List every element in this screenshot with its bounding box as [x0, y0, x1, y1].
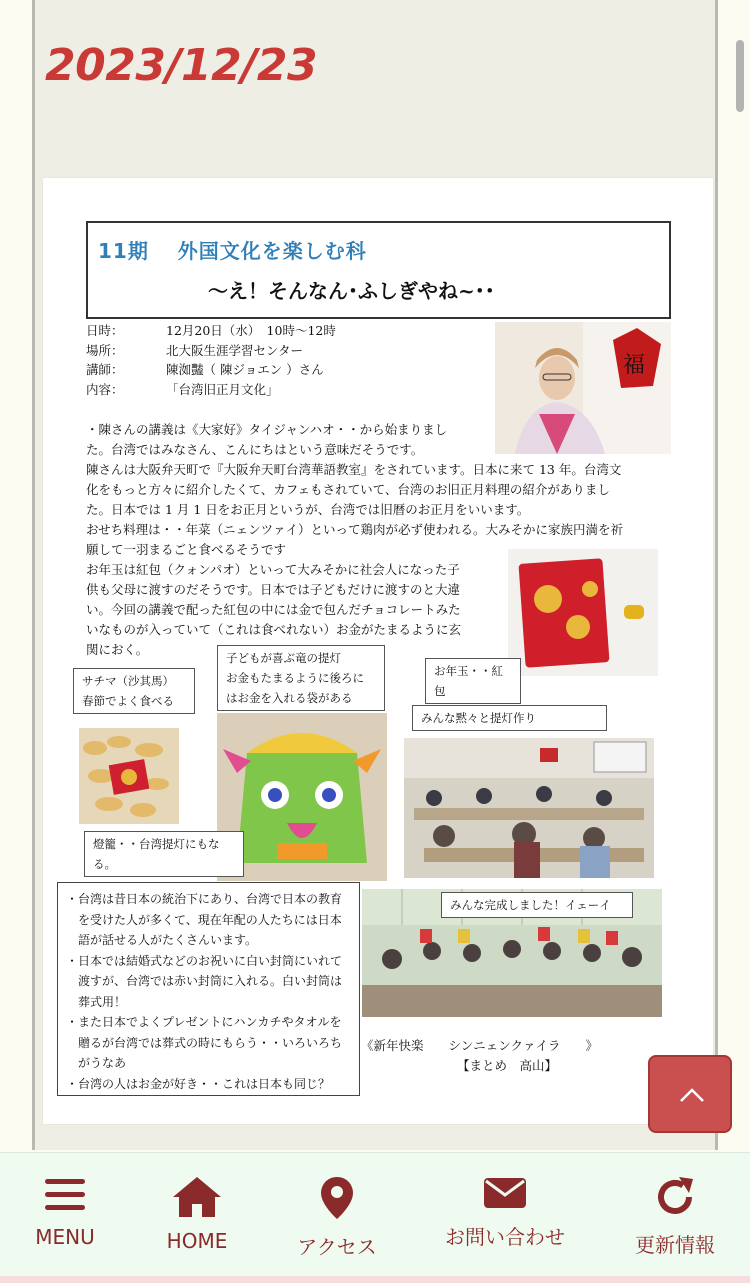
back-to-top-button[interactable] [648, 1055, 732, 1133]
svg-text:福: 福 [623, 353, 646, 378]
bottom-nav [0, 1152, 750, 1283]
nav-contact-label: お問い合わせ [445, 1225, 565, 1249]
home-icon [171, 1175, 223, 1219]
sachima-photo [79, 728, 179, 824]
flyer-title-course: 11期 外国文化を楽しむ科 [98, 239, 367, 263]
red-envelope-photo [508, 549, 658, 676]
caption-lantern: 子どもが喜ぶ竜の提灯 お金もたまるように後ろに はお金を入れる袋がある [217, 645, 385, 711]
nav-home[interactable] [132, 1175, 262, 1253]
info-row: 日時： 12月20日（水） 10時～12時 [86, 323, 336, 338]
info-row: 場所： 北大阪生涯学習センター [86, 342, 304, 358]
flyer-image [43, 178, 713, 1124]
refresh-icon [653, 1175, 697, 1219]
post-date: 2023/12/23 [45, 40, 318, 91]
chevron-up-icon [678, 1085, 706, 1105]
nav-updates[interactable] [610, 1175, 740, 1258]
nav-contact[interactable] [440, 1175, 570, 1250]
flyer-title-box [86, 221, 671, 319]
caption-sachima: サチマ（沙其馬） 春節でよく食べる [73, 668, 195, 714]
notes-box: ・台湾は昔日本の統治下にあり、台湾で日本の教育 を受けた人が多くて、現在年配の人たちには日本 語が話せる人がたくさんいます。 ・日本では結婚式などのお祝いに白い封筒にいれて 渡すが、台湾では赤い封筒に入れる。白い封筒は 葬式用！ ・また日本でよくプレゼントにハンカチやタオルを 贈るが台湾では葬式の時にもらう・・いろいろち がうなあ ・台湾の人はお金が好き・・これは日本も同じ？ [57, 882, 360, 1096]
caption-done: みんな完成しました！イェーイ [441, 892, 633, 918]
closing-text: 《新年快楽 シンニェンクァイラ 》 【まとめ 高山】 [361, 1038, 598, 1073]
workshop-photo [404, 738, 654, 878]
info-row: 内容： 「台湾旧正月文化」 [86, 381, 279, 397]
scrollbar[interactable] [736, 40, 744, 112]
content-panel [32, 0, 718, 1150]
caption-making: みんな黙々と提灯作り [412, 705, 607, 731]
event-info [86, 321, 506, 399]
article-body: ・陳さんの講義は《大家好》タイジャンハオ・・から始まりまし た。台湾ではみなさん、こんにちはという意味だそうです。 陳さんは大阪弁天町で『大阪弁天町台湾華語教室』をされています。日本に来て 13 年。台湾文 化をもっと方々に紹介したくて、カフェもされていて、台湾のお旧正月料理の紹介がありまし た。日本では 1 月 1 日をお正月というが、台湾では旧暦のお正月をいいます。 おせち料理は・・年菜（ニェンツァイ）といって鶏肉が必ず使われる。大みそかに家族円満を祈 願して一羽まるごと食べるそうです お年玉は紅包（クォンパオ）といって大みそかに社会人になった子 供も父母に渡すのだそうです。日本では子どもだけに渡すのと大違 い。今回の講義で配った紅包の中には金で包んだチョコレートみた いなものが入っていて（これは食べれない）お金がたまるように玄 関におく。 [86, 422, 624, 657]
nav-access[interactable] [272, 1175, 402, 1260]
caption-denglong: 燈籠・・台湾提灯にもなる。 [84, 831, 244, 877]
nav-access-label: アクセス [297, 1235, 377, 1259]
map-pin-icon [319, 1175, 355, 1221]
nav-home-label: HOME [166, 1229, 228, 1253]
nav-menu[interactable] [0, 1175, 130, 1249]
bottom-strip [0, 1276, 750, 1283]
mail-icon [482, 1175, 528, 1211]
nav-menu-label: MENU [35, 1225, 95, 1249]
nav-updates-label: 更新情報 [635, 1233, 715, 1257]
info-row: 講師： 陳洳豔（ 陳ジョエン ）さん [86, 362, 324, 377]
caption-otoshidama: お年玉・・紅包 [425, 658, 521, 704]
flyer-title-subtitle: ～え！そんなん･ふしぎやね~･･ [208, 279, 495, 303]
menu-icon [43, 1175, 87, 1215]
